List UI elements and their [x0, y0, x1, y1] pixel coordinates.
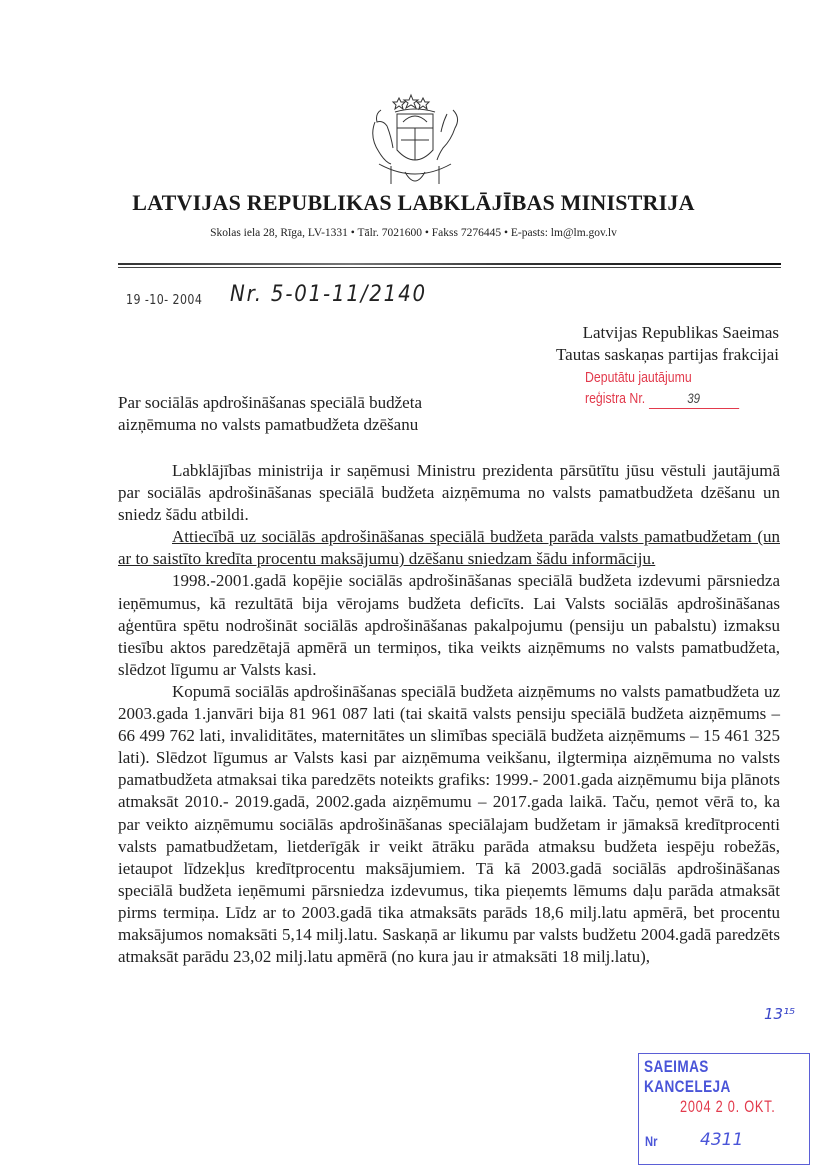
letterhead-divider — [118, 263, 781, 265]
addressee-line-1: Latvijas Republikas Saeimas — [582, 323, 779, 342]
ministry-contacts: Skolas iela 28, Rīga, LV-1331 • Tālr. 7021600 • Fakss 7276445 • E-pasts: lm@lm.gov.lv — [210, 227, 617, 239]
handwritten-note: 13¹⁵ — [764, 1005, 796, 1023]
subject-line-1: Par sociālās apdrošināšanas speciālā budžeta — [118, 393, 422, 412]
coat-of-arms-icon — [361, 92, 469, 192]
receipt-stamp-title: SAEIMAS KANCELEJA — [644, 1057, 731, 1096]
letter-number: Nr. 5-01-11/2140 — [230, 282, 427, 307]
ministry-name: LATVIJAS REPUBLIKAS LABKLĀJĪBAS MINISTRIJA — [132, 190, 695, 215]
letter-date: 19 -10- 2004 — [126, 293, 203, 308]
registry-number: 39 — [649, 388, 739, 409]
registry-stamp — [585, 368, 739, 409]
subject-line-2: aizņēmuma no valsts pamatbudžeta dzēšanu — [118, 415, 419, 434]
addressee-line-2: Tautas saskaņas partijas frakcijai — [555, 345, 779, 364]
receipt-stamp-nr-value: 4311 — [700, 1130, 744, 1150]
body-paragraph: Labklājības ministrija ir saņēmusi Ministru prezidenta pārsūtītu jūsu vēstuli jautājumā par sociālās apdrošināšanas speciālā budžeta aizņēmuma no valsts pamatbudžeta dzēšanu un sniedz šādu atbildi. — [118, 461, 780, 525]
body-paragraph-underlined: Attiecībā uz sociālās apdrošināšanas speciālā budžeta parāda valsts pamatbudžetam (un ar to saistīto kredīta procentu maksājumu) dzēšanu sniedzam šādu informāciju. — [118, 527, 780, 569]
body-paragraph: Kopumā sociālās apdrošināšanas speciālā budžeta aizņēmums no valsts pamatbudžeta uz 2003.gada 1.janvāri bija 81 961 087 lati (tai skaitā valsts pensiju speciālā budžeta aizņēmums – 66 499 762 lati, invaliditātes, maternitātes un slimības speciālā budžeta aizņēmums – 15 461 325 lati). Slēdzot līgumus ar Valsts kasi par aizņēmuma veikšanu, ilgtermiņa aizņēmuma no valsts pamatbudžeta atmaksai tika paredzēts noteikts grafiks: 1999.- 2001.gada aizņēmumu bija plānots atmaksāt 2010.- 2019.gadā, 2002.gada aizņēmumu – 2017.gada laikā. Taču, ņemot vērā to, ka par veikto aizņēmumu sociālās apdrošināšanas speciālajam budžetam ir jāmaksā kredītprocenti valsts pamatbudžetam, lietderīgāk ir veikt ātrāku parāda atmaksu budžeta iespēju robežās, ietaupot līdzekļus kredītprocentu maksājumiem. Tā kā 2003.gadā sociālās apdrošināšanas speciālā budžeta ieņēmumi pārsniedza izdevumus, tika pieņemts lēmums daļu parāda atmaksāt pirms termiņa. Līdz ar to 2003.gadā tika atmaksāts parāds 18,6 milj.latu apmērā, bet procentu maksājumos nomaksāti 5,14 milj.latu. Saskaņā ar likumu par valsts budžetu 2004.gadā paredzēts atmaksāt parādu 23,02 milj.latu apmērā (no kura jau ir atmaksāti 18 milj.latu), — [118, 681, 780, 967]
receipt-stamp-nr-label: Nr — [645, 1133, 658, 1149]
registry-stamp-label: reģistra Nr. — [585, 390, 646, 407]
addressee — [556, 322, 779, 366]
body-paragraph: 1998.-2001.gadā kopējie sociālās apdrošināšanas speciālā budžeta izdevumi pārsniedza ieņēmumus, kā rezultātā bija vērojams budžeta deficīts. Lai Valsts sociālās apdrošināšanas aģentūra spētu nodrošināt sociālās apdrošināšanas pakalpojumu (pensiju un pabalstu) izmaksu tiesību aktos paredzētajā apmērā un termiņos, tika veikts aizņēmums no valsts pamatbudžeta, slēdzot līgumu ar Valsts kasi. — [118, 571, 780, 679]
receipt-stamp-date: 2004 2 0. OKT. — [680, 1097, 776, 1116]
registry-stamp-title: Deputātu jautājumu — [585, 369, 692, 386]
letterhead-divider-thin — [118, 267, 781, 268]
letter-body — [118, 460, 780, 968]
letter-subject — [118, 392, 422, 436]
